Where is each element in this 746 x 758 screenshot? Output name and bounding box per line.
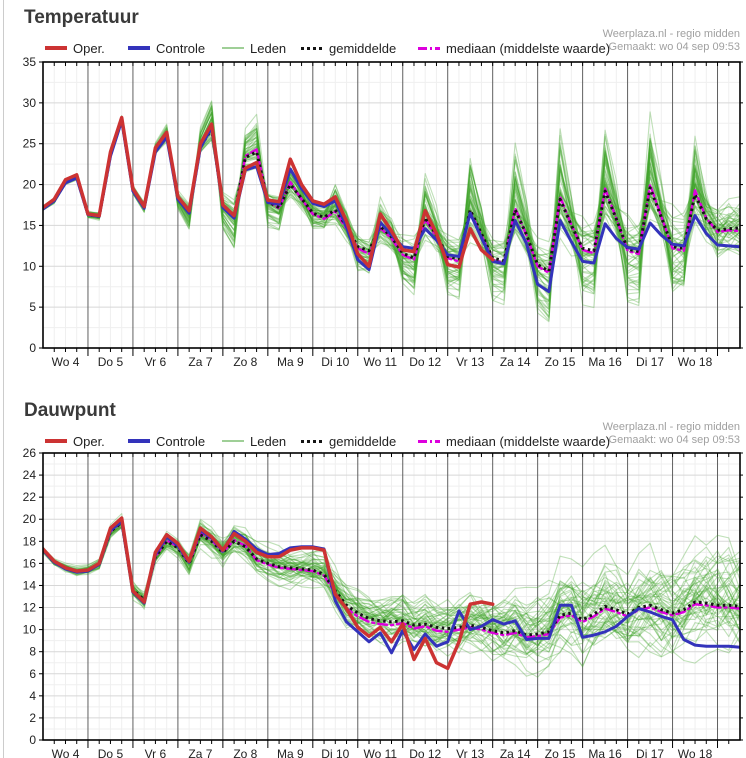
legend-item-leden [222,434,286,448]
legend-label: mediaan (middelste waarde) [446,40,611,56]
source-text: Weerplaza.nl - regio midden [602,421,740,433]
y-tick-label: 8 [29,644,36,659]
y-tick-label: 22 [22,490,36,505]
y-tick-label: 15 [22,218,36,233]
y-tick-label: 18 [22,534,36,549]
legend-item-controle [128,434,205,448]
x-tick-label: Za 14 [499,355,531,369]
controle-line-swatch [128,46,150,50]
x-tick-label: Zo 8 [233,747,258,758]
legend-label: Oper. [73,433,105,449]
x-tick-label: Wo 11 [363,747,398,758]
y-tick-label: 14 [22,578,36,593]
x-tick-label: Ma 16 [588,747,622,758]
legend-item-leden [222,41,286,55]
y-tick-label: 0 [29,341,36,355]
source-text: Weerplaza.nl - regio midden [602,28,740,40]
x-tick-label: Vr 6 [144,747,167,758]
legend-label: Controle [156,40,206,56]
x-tick-label: Di 10 [321,747,350,758]
legend-dewpoint [0,434,746,450]
x-tick-label: Za 7 [188,747,213,758]
x-tick-label: Zo 8 [233,355,258,369]
leden-line-swatch [222,47,244,49]
leden-line-swatch [222,440,244,442]
x-tick-label: Do 5 [97,747,124,758]
y-tick-label: 20 [22,512,36,527]
legend-item-gemiddelde [301,41,396,55]
y-tick-label: 2 [29,710,36,725]
legend-label: Leden [250,40,287,56]
x-tick-label: Zo 15 [544,355,576,369]
y-tick-label: 20 [22,177,36,192]
x-tick-label: Ma 9 [276,355,304,369]
y-tick-label: 35 [22,55,36,69]
created-text: Gemaakt: wo 04 sep 09:53 [608,434,740,446]
x-tick-label: Wo 11 [363,355,398,369]
x-tick-label: Ma 16 [588,355,622,369]
x-tick-label: Ma 9 [276,747,304,758]
legend-label: mediaan (middelste waarde) [446,433,611,449]
x-tick-label: Do 12 [409,747,442,758]
created-text: Gemaakt: wo 04 sep 09:53 [608,41,740,53]
x-tick-label: Zo 15 [544,747,576,758]
y-tick-label: 10 [22,259,36,274]
x-tick-label: Za 7 [188,355,213,369]
y-tick-label: 24 [22,468,36,483]
legend-label: Controle [156,433,206,449]
y-tick-label: 30 [22,95,36,110]
x-tick-label: Vr 6 [144,355,167,369]
x-tick-label: Wo 18 [677,747,713,758]
x-tick-label: Wo 18 [677,355,713,369]
x-tick-label: Vr 13 [456,747,485,758]
y-tick-label: 5 [29,300,36,315]
x-tick-label: Do 5 [97,355,124,369]
legend-temperature [0,41,746,57]
controle-line-swatch [128,439,150,443]
y-tick-label: 6 [29,666,36,681]
y-tick-label: 26 [22,446,36,460]
chart-title-temperature: Temperatuur [24,7,139,28]
x-tick-label: Di 17 [636,355,665,369]
legend-item-mediaan [418,41,610,55]
y-tick-label: 25 [22,136,36,151]
legend-label: Leden [250,433,287,449]
legend-item-mediaan [418,434,610,448]
y-tick-label: 4 [29,688,36,703]
legend-item-gemiddelde [301,434,396,448]
y-tick-label: 10 [22,622,36,637]
oper-line-swatch [45,46,67,50]
gemiddelde-line-swatch [301,440,323,443]
gemiddelde-line-swatch [301,47,323,50]
oper-line-swatch [45,439,67,443]
legend-label: Oper. [73,40,105,56]
legend-item-oper [45,41,105,55]
x-tick-label: Wo 4 [51,747,80,758]
legend-label: gemiddelde [329,40,397,56]
legend-item-controle [128,41,205,55]
y-tick-label: 16 [22,556,36,571]
x-tick-label: Di 17 [636,747,665,758]
x-tick-label: Wo 4 [51,355,80,369]
legend-item-oper [45,434,105,448]
x-tick-label: Do 12 [409,355,442,369]
y-tick-label: 12 [22,600,36,615]
mediaan-line-swatch [418,47,440,50]
chart-title-dewpoint: Dauwpunt [24,400,116,421]
legend-label: gemiddelde [329,433,397,449]
y-tick-label: 0 [29,733,36,747]
x-tick-label: Za 14 [499,747,531,758]
mediaan-line-swatch [418,440,440,443]
x-tick-label: Di 10 [321,355,350,369]
x-tick-label: Vr 13 [456,355,485,369]
